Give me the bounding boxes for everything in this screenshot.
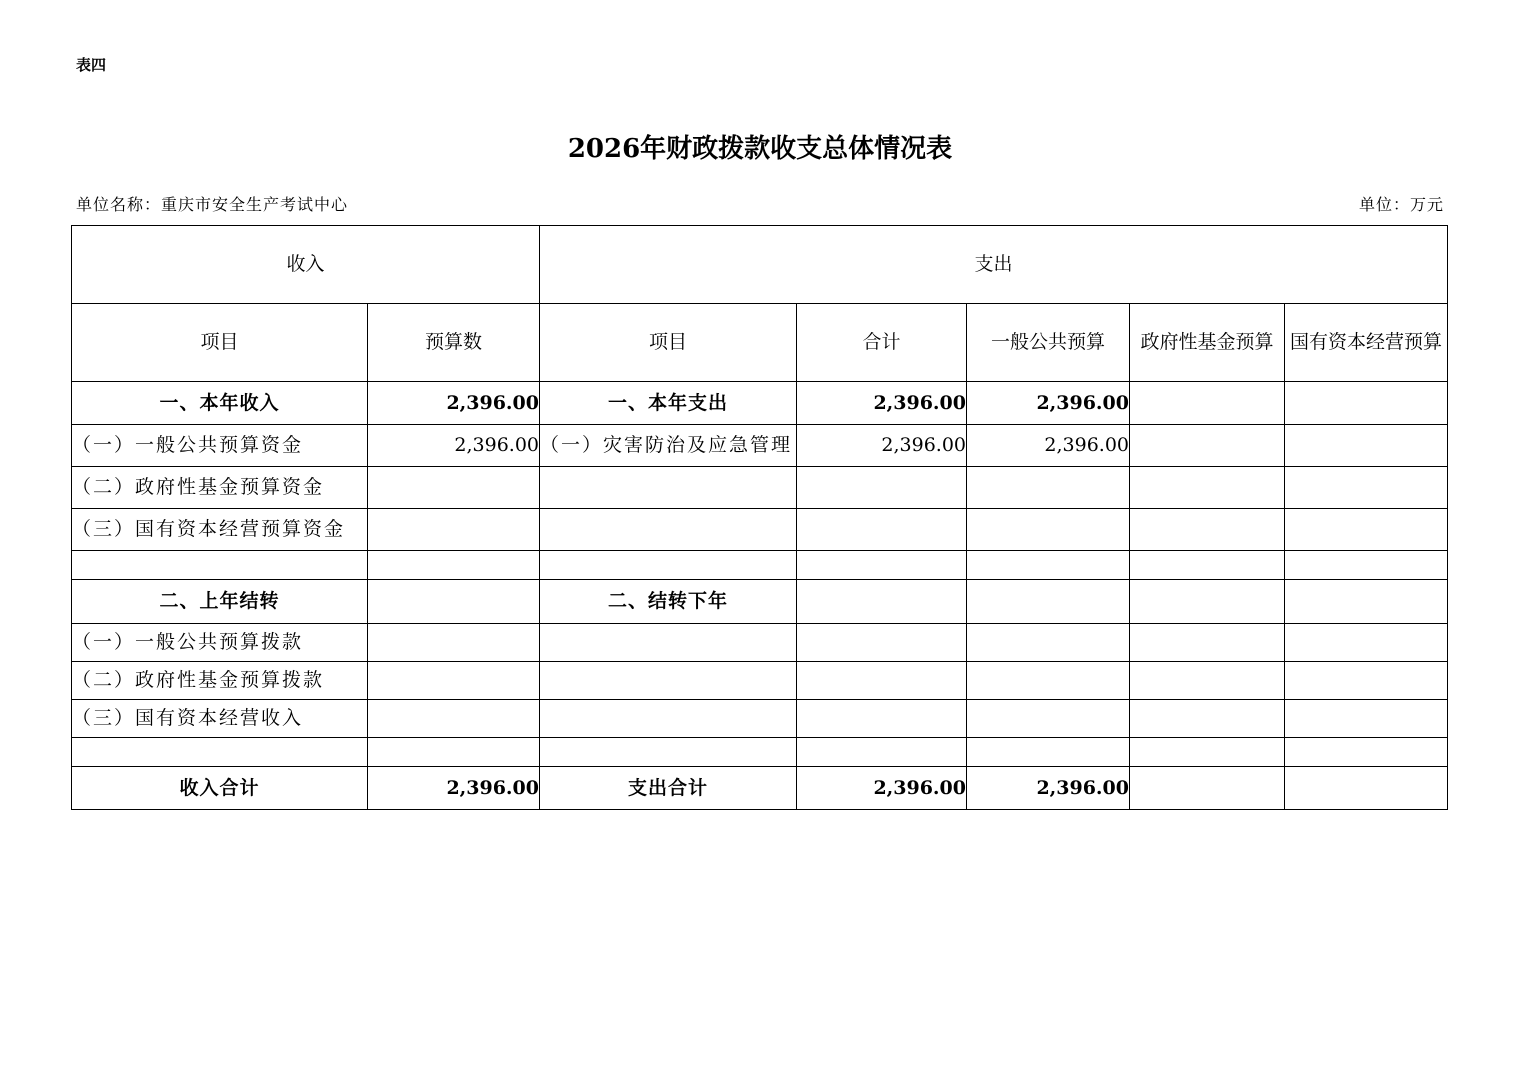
income-item-cell: （一）一般公共预算拨款 [72, 624, 368, 662]
income-item-cell: 二、上年结转 [72, 580, 368, 624]
state-capital-budget-header: 国有资本经营预算 [1285, 304, 1448, 382]
total-cell [797, 551, 967, 580]
fund-budget-cell [1130, 467, 1285, 509]
income-amount-cell: 2,396.00 [368, 425, 540, 467]
fund-budget-cell [1130, 738, 1285, 767]
fund-budget-cell [1130, 580, 1285, 624]
table-row [72, 467, 1448, 509]
state-capital-cell [1285, 662, 1448, 700]
expense-item-header: 项目 [540, 304, 797, 382]
expense-item-cell: （一）灾害防治及应急管理 [540, 425, 797, 467]
income-amount-cell [368, 738, 540, 767]
table-row [72, 425, 1448, 467]
fund-budget-cell [1130, 382, 1285, 425]
income-item-cell [72, 551, 368, 580]
page-title: 2026年财政拨款收支总体情况表 [567, 134, 953, 164]
total-cell [797, 467, 967, 509]
fund-budget-total [1130, 767, 1285, 810]
fund-budget-cell [1130, 700, 1285, 738]
general-budget-cell [967, 738, 1130, 767]
fiscal-summary-table [71, 225, 1448, 810]
table-row [72, 382, 1448, 425]
expense-header: 支出 [540, 226, 1448, 304]
income-item-cell: （三）国有资本经营收入 [72, 700, 368, 738]
general-budget-cell [967, 509, 1130, 551]
income-amount-cell [368, 551, 540, 580]
income-amount-cell [368, 662, 540, 700]
total-cell [797, 662, 967, 700]
expense-item-cell [540, 624, 797, 662]
state-capital-cell [1285, 467, 1448, 509]
general-budget-cell [967, 624, 1130, 662]
state-capital-cell [1285, 700, 1448, 738]
table-row [72, 551, 1448, 580]
total-cell: 2,396.00 [797, 382, 967, 425]
table-row [72, 738, 1448, 767]
income-total-label: 收入合计 [72, 767, 368, 810]
fund-budget-cell [1130, 662, 1285, 700]
expense-item-cell [540, 551, 797, 580]
general-budget-cell: 2,396.00 [967, 425, 1130, 467]
general-budget-cell [967, 467, 1130, 509]
income-amount-cell [368, 580, 540, 624]
expense-item-cell: 二、结转下年 [540, 580, 797, 624]
general-budget-cell [967, 700, 1130, 738]
state-capital-cell [1285, 738, 1448, 767]
expense-item-cell [540, 467, 797, 509]
unit-name-label: 单位名称：重庆市安全生产考试中心 [76, 195, 349, 214]
state-capital-total [1285, 767, 1448, 810]
income-amount-cell [368, 467, 540, 509]
income-amount-cell [368, 700, 540, 738]
total-cell [797, 624, 967, 662]
income-item-cell: （二）政府性基金预算资金 [72, 467, 368, 509]
state-capital-cell [1285, 624, 1448, 662]
table-row [72, 700, 1448, 738]
income-item-cell: （二）政府性基金预算拨款 [72, 662, 368, 700]
total-cell: 2,396.00 [797, 425, 967, 467]
income-item-header: 项目 [72, 304, 368, 382]
expense-item-cell [540, 662, 797, 700]
table-number: 表四 [76, 56, 107, 74]
income-item-cell: （三）国有资本经营预算资金 [72, 509, 368, 551]
income-item-cell: 一、本年收入 [72, 382, 368, 425]
table-row [72, 624, 1448, 662]
expense-item-cell: 一、本年支出 [540, 382, 797, 425]
expense-total-label: 支出合计 [540, 767, 797, 810]
state-capital-cell [1285, 382, 1448, 425]
total-cell [797, 700, 967, 738]
table-row-total [72, 767, 1448, 810]
fund-budget-cell [1130, 551, 1285, 580]
fund-budget-cell [1130, 624, 1285, 662]
general-budget-cell [967, 580, 1130, 624]
income-budget-header: 预算数 [368, 304, 540, 382]
total-cell [797, 738, 967, 767]
general-budget-cell: 2,396.00 [967, 382, 1130, 425]
income-amount-cell [368, 624, 540, 662]
income-header: 收入 [72, 226, 540, 304]
fund-budget-cell [1130, 425, 1285, 467]
general-budget-header: 一般公共预算 [967, 304, 1130, 382]
expense-item-cell [540, 738, 797, 767]
income-amount-cell: 2,396.00 [368, 382, 540, 425]
general-budget-cell [967, 662, 1130, 700]
currency-unit-label: 单位：万元 [1358, 195, 1444, 214]
expense-item-cell [540, 509, 797, 551]
state-capital-cell [1285, 509, 1448, 551]
total-cell [797, 580, 967, 624]
expense-total-amount: 2,396.00 [797, 767, 967, 810]
income-item-cell [72, 738, 368, 767]
income-amount-cell [368, 509, 540, 551]
state-capital-cell [1285, 425, 1448, 467]
general-budget-cell [967, 551, 1130, 580]
income-item-cell: （一）一般公共预算资金 [72, 425, 368, 467]
total-cell [797, 509, 967, 551]
state-capital-cell [1285, 551, 1448, 580]
expense-item-cell [540, 700, 797, 738]
fund-budget-cell [1130, 509, 1285, 551]
fund-budget-header: 政府性基金预算 [1130, 304, 1285, 382]
table-row [72, 662, 1448, 700]
general-budget-total: 2,396.00 [967, 767, 1130, 810]
income-total-amount: 2,396.00 [368, 767, 540, 810]
state-capital-cell [1285, 580, 1448, 624]
total-header: 合计 [797, 304, 967, 382]
table-row [72, 580, 1448, 624]
table-row [72, 509, 1448, 551]
